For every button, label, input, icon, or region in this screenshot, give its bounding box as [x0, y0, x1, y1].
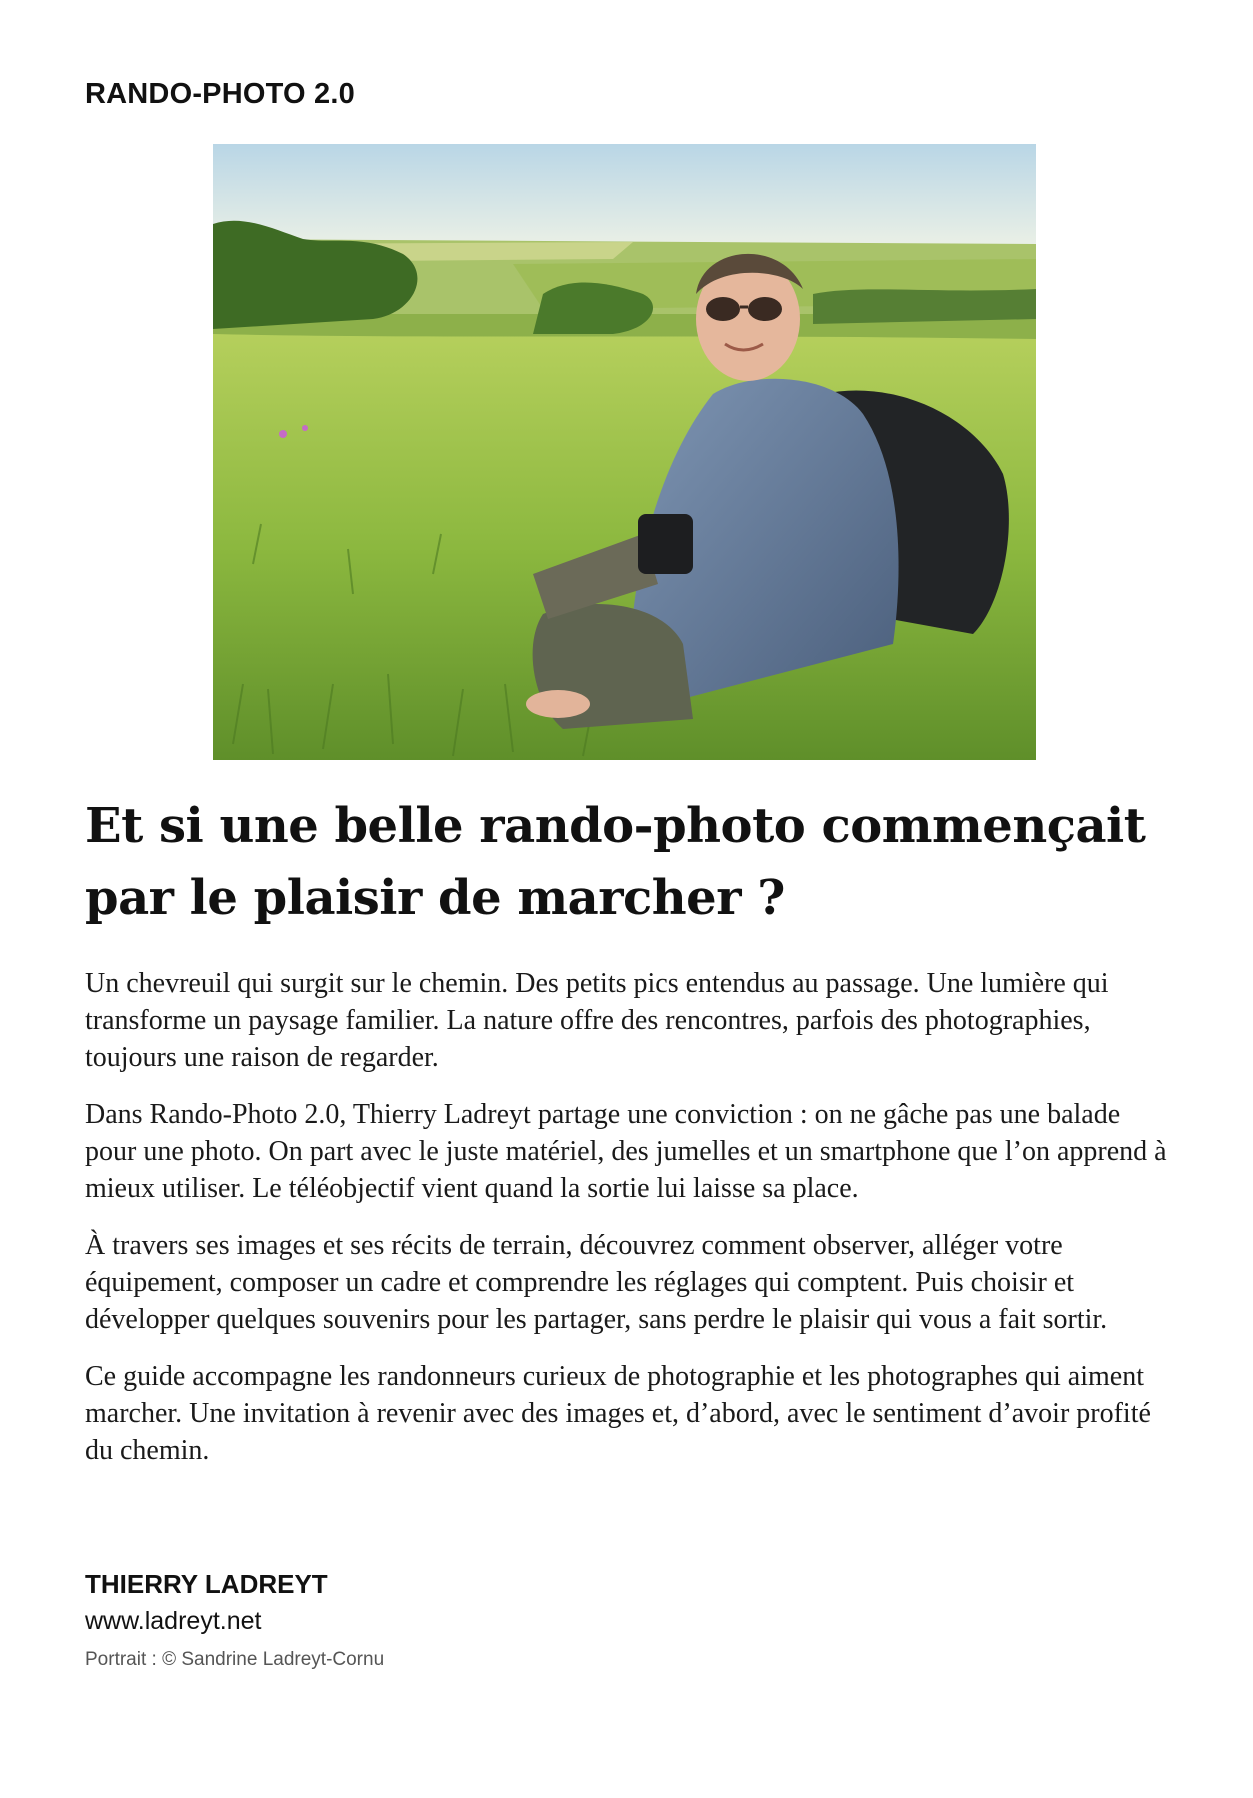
headline: Et si une belle rando-photo commençait par le plaisir de marcher ?	[85, 798, 1146, 926]
article-body	[85, 965, 1175, 1489]
paragraph: À travers ses images et ses récits de terrain, découvrez comment observer, alléger votre équipement, composer un cadre et comprendre les réglages qui comptent. Puis choisir et développer quelques souvenirs pour les partager, sans perdre le plaisir qui vous a fait sortir.	[85, 1230, 1108, 1335]
paragraph: Dans Rando-Photo 2.0, Thierry Ladreyt partage une conviction : on ne gâche pas une balade pour une photo. On part avec le juste matériel, des jumelles et un smartphone que l’on apprend à mieux utiliser. Le téléobjectif vient quand la sortie lui laisse sa place.	[85, 1099, 1167, 1204]
website-link[interactable]: www.ladreyt.net	[85, 1607, 262, 1635]
series-title: RANDO-PHOTO 2.0	[85, 78, 355, 110]
paragraph: Un chevreuil qui surgit sur le chemin. Des petits pics entendus au passage. Une lumière qui transforme un paysage familier. La nature offre des rencontres, parfois des photographies, toujours une raison de regarder.	[85, 968, 1109, 1073]
paragraph: Ce guide accompagne les randonneurs curieux de photographie et les photographes qui aiment marcher. Une invitation à revenir avec des images et, d’abord, avec le sentiment d’avoir profité du chemin.	[85, 1361, 1151, 1466]
portrait-photo	[213, 144, 1036, 760]
author-name: THIERRY LADREYT	[85, 1569, 328, 1599]
photo-credit: Portrait : © Sandrine Ladreyt-Cornu	[85, 1649, 385, 1670]
